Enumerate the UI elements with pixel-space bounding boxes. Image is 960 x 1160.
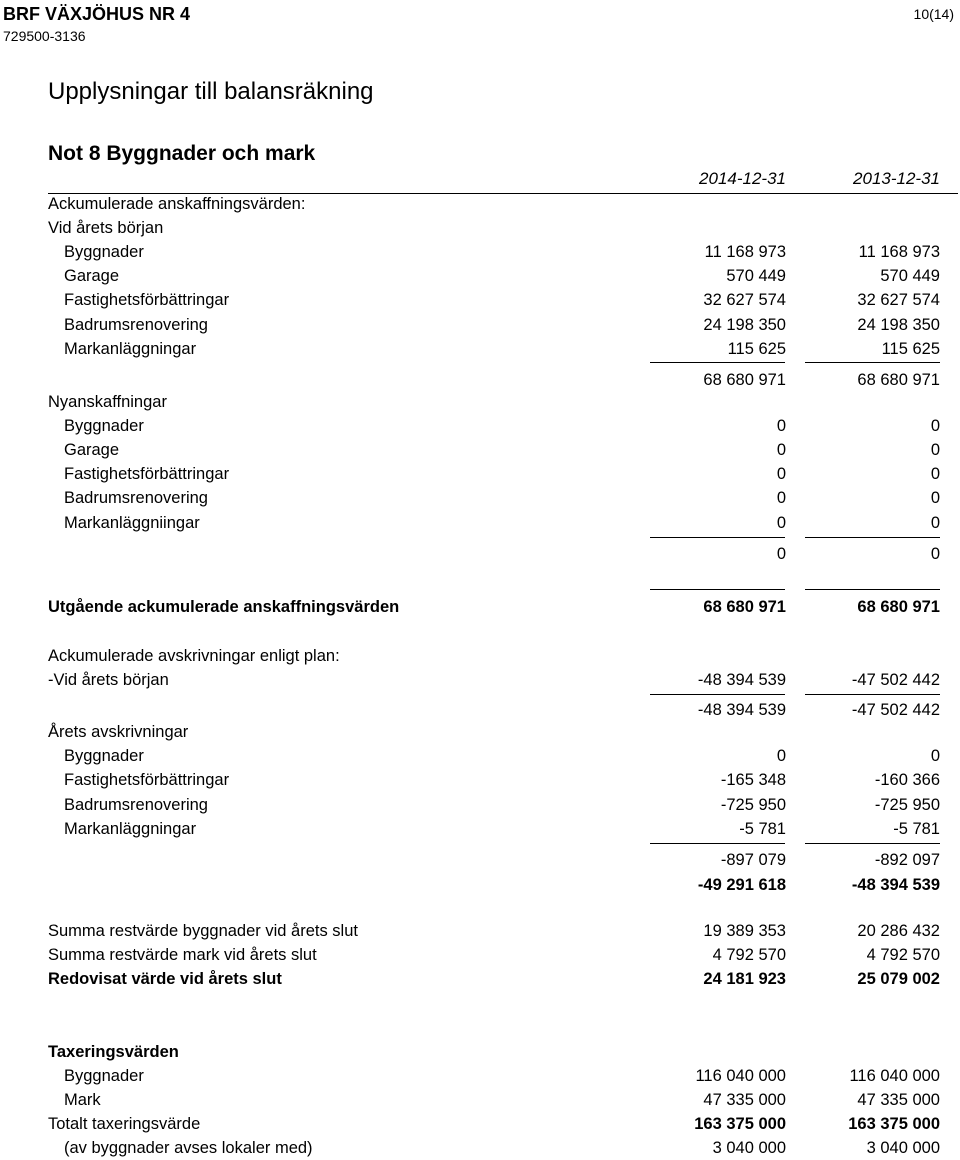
- row-label: Byggnader: [64, 243, 144, 261]
- row-label: Badrumsrenovering: [64, 316, 208, 334]
- value-2014: 68 680 971: [703, 598, 786, 616]
- row-label: Summa restvärde byggnader vid årets slut: [48, 922, 358, 940]
- table-row: [0, 338, 960, 360]
- sum-underline-2014: [650, 843, 785, 844]
- sum-underline-2013: [805, 537, 940, 538]
- value-2013: 25 079 002: [857, 970, 940, 988]
- sum-underline-2013: [805, 694, 940, 695]
- table-row: [0, 463, 960, 485]
- value-2014: 0: [776, 441, 786, 459]
- value-2013: 0: [930, 747, 940, 765]
- subtotal-row: [0, 699, 960, 721]
- row-label: Årets avskrivningar: [48, 723, 189, 741]
- value-2013: 0: [930, 489, 940, 507]
- column-header-2014: 2014-12-31: [699, 169, 786, 188]
- row-label: Byggnader: [64, 417, 144, 435]
- row-label: Redovisat värde vid årets slut: [48, 970, 282, 988]
- row-label: Nyanskaffningar: [48, 393, 167, 411]
- value-2013: 0: [930, 545, 940, 563]
- table-row: [0, 1041, 960, 1063]
- value-2013: -5 781: [893, 820, 940, 838]
- value-2014: 32 627 574: [703, 291, 786, 309]
- value-2014: -49 291 618: [697, 876, 786, 894]
- table-row: [0, 920, 960, 942]
- column-header-2013: 2013-12-31: [853, 169, 940, 188]
- row-label: Fastighetsförbättringar: [64, 771, 230, 789]
- row-label: (av byggnader avses lokaler med): [64, 1139, 313, 1157]
- table-row: [0, 1065, 960, 1087]
- value-2013: 68 680 971: [857, 371, 940, 389]
- value-2014: -48 394 539: [697, 671, 786, 689]
- value-2014: 0: [776, 465, 786, 483]
- row-label: Fastighetsförbättringar: [64, 291, 230, 309]
- value-2014: 116 040 000: [695, 1067, 786, 1085]
- row-label: Garage: [64, 441, 120, 459]
- value-2013: -47 502 442: [851, 701, 940, 719]
- table-row: [0, 391, 960, 413]
- column-header-row: [0, 168, 960, 190]
- value-2014: 19 389 353: [703, 922, 786, 940]
- subtotal-row: [0, 849, 960, 871]
- table-row: [0, 265, 960, 287]
- org-name: BRF VÄXJÖHUS NR 4: [3, 4, 191, 24]
- table-row: [0, 1137, 960, 1159]
- table-row: [0, 217, 960, 239]
- table-row: [0, 669, 960, 691]
- table-row: [0, 241, 960, 263]
- table-row: [0, 289, 960, 311]
- value-2014: -165 348: [720, 771, 786, 789]
- value-2013: -47 502 442: [851, 671, 940, 689]
- table-row: [0, 645, 960, 667]
- sum-underline-2014: [650, 694, 785, 695]
- row-label: Taxeringsvärden: [48, 1043, 179, 1061]
- value-2013: 47 335 000: [857, 1091, 940, 1109]
- table-row: [0, 794, 960, 816]
- value-2014: 0: [776, 489, 786, 507]
- value-2013: -725 950: [874, 796, 940, 814]
- sum-underline-2014: [650, 589, 785, 590]
- row-label: Utgående ackumulerade anskaffningsvärden: [48, 598, 400, 616]
- value-2014: 4 792 570: [712, 946, 786, 964]
- table-row: [0, 487, 960, 509]
- table-row: [0, 415, 960, 437]
- table-row: [0, 1113, 960, 1135]
- value-2014: 0: [776, 747, 786, 765]
- page-title: Upplysningar till balansräkning: [48, 78, 374, 105]
- sum-underline-2014: [650, 362, 785, 363]
- total-row: [0, 968, 960, 990]
- row-label: Badrumsrenovering: [64, 796, 208, 814]
- value-2013: -892 097: [874, 851, 940, 869]
- sum-underline-2013: [805, 589, 940, 590]
- value-2014: 24 198 350: [703, 316, 786, 334]
- sum-underline-2013: [805, 843, 940, 844]
- value-2013: 115 625: [881, 340, 940, 358]
- table-row: [0, 1089, 960, 1111]
- value-2014: 0: [776, 545, 786, 563]
- value-2014: 3 040 000: [712, 1139, 786, 1157]
- value-2014: 11 168 973: [704, 243, 786, 261]
- sum-underline-2014: [650, 537, 785, 538]
- page-number: 10(14): [913, 6, 954, 22]
- value-2013: 4 792 570: [866, 946, 940, 964]
- value-2014: -725 950: [720, 796, 786, 814]
- subtotal-row: [0, 543, 960, 565]
- row-label: Badrumsrenovering: [64, 489, 208, 507]
- row-label: Ackumulerade anskaffningsvärden:: [48, 195, 306, 213]
- table-row: [0, 314, 960, 336]
- value-2014: -48 394 539: [697, 701, 786, 719]
- value-2014: 570 449: [726, 267, 786, 285]
- row-label: Garage: [64, 267, 120, 285]
- row-label: Ackumulerade avskrivningar enligt plan:: [48, 647, 340, 665]
- value-2014: 115 625: [727, 340, 786, 358]
- row-label: -Vid årets början: [48, 671, 169, 689]
- value-2014: 47 335 000: [703, 1091, 786, 1109]
- value-2013: 0: [930, 465, 940, 483]
- row-label: Markanläggniingar: [64, 514, 200, 532]
- row-label: Byggnader: [64, 1067, 144, 1085]
- table-row: [0, 745, 960, 767]
- value-2013: -48 394 539: [851, 876, 940, 894]
- row-label: Byggnader: [64, 747, 144, 765]
- row-label: Mark: [64, 1091, 101, 1109]
- row-label: Markanläggningar: [64, 820, 197, 838]
- value-2013: 11 168 973: [858, 243, 940, 261]
- table-row: [0, 193, 960, 215]
- value-2013: 116 040 000: [849, 1067, 940, 1085]
- value-2013: 570 449: [880, 267, 940, 285]
- value-2013: 32 627 574: [857, 291, 940, 309]
- value-2013: 0: [930, 417, 940, 435]
- org-number: 729500-3136: [3, 28, 86, 44]
- table-row: [0, 818, 960, 840]
- sum-underline-2013: [805, 362, 940, 363]
- row-label: Markanläggningar: [64, 340, 197, 358]
- total-row: [0, 874, 960, 896]
- value-2014: 0: [776, 514, 786, 532]
- row-label: Summa restvärde mark vid årets slut: [48, 946, 317, 964]
- value-2014: 163 375 000: [694, 1115, 786, 1133]
- value-2013: 0: [930, 514, 940, 532]
- table-row: [0, 512, 960, 534]
- value-2013: 68 680 971: [857, 598, 940, 616]
- table-row: [0, 944, 960, 966]
- value-2013: 163 375 000: [848, 1115, 940, 1133]
- value-2014: -897 079: [720, 851, 786, 869]
- row-label: Totalt taxeringsvärde: [48, 1115, 201, 1133]
- note-title: Not 8 Byggnader och mark: [48, 142, 316, 165]
- total-row: [0, 596, 960, 618]
- value-2013: 24 198 350: [857, 316, 940, 334]
- row-label: Fastighetsförbättringar: [64, 465, 230, 483]
- row-label: Vid årets början: [48, 219, 164, 237]
- value-2014: 24 181 923: [703, 970, 786, 988]
- value-2013: 0: [930, 441, 940, 459]
- value-2013: -160 366: [874, 771, 940, 789]
- subtotal-row: [0, 369, 960, 391]
- value-2014: -5 781: [739, 820, 786, 838]
- table-row: [0, 721, 960, 743]
- table-row: [0, 439, 960, 461]
- value-2013: 3 040 000: [866, 1139, 940, 1157]
- value-2013: 20 286 432: [857, 922, 940, 940]
- value-2014: 68 680 971: [703, 371, 786, 389]
- table-row: [0, 769, 960, 791]
- value-2014: 0: [776, 417, 786, 435]
